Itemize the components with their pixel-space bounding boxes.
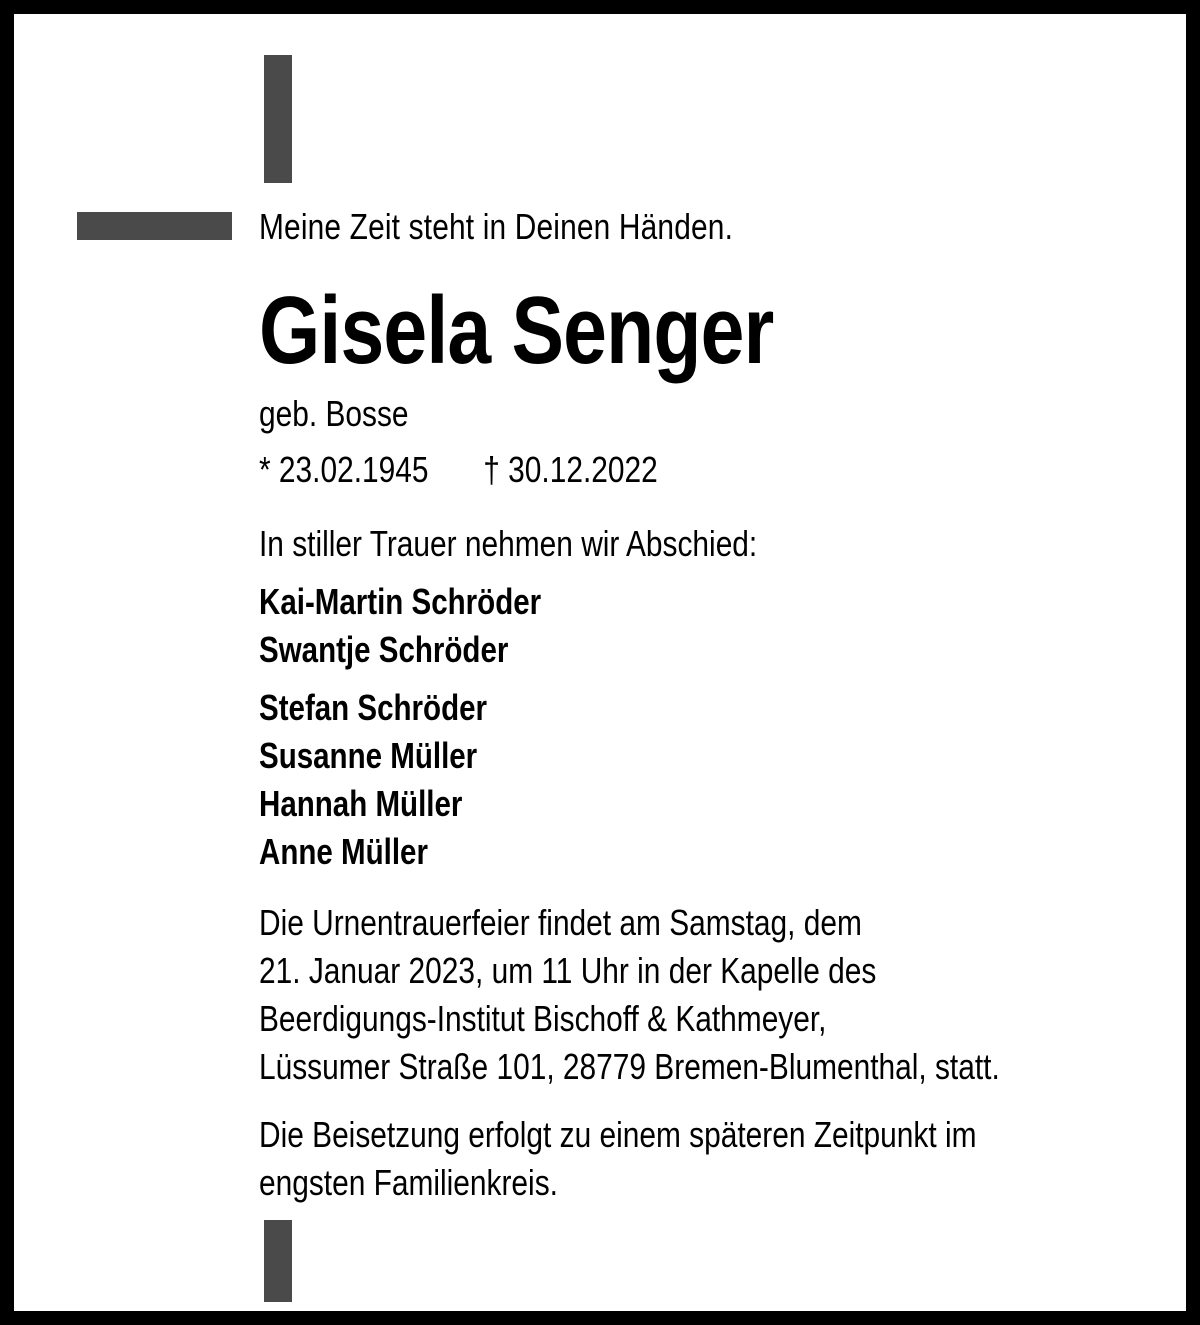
mourner-name: Anne Müller [259, 831, 428, 872]
maiden-name: geb. Bosse [259, 393, 409, 434]
mourner-name: Swantje Schröder [259, 629, 509, 670]
cross-lower-bar [264, 1220, 292, 1302]
service-line: Die Urnentrauerfeier findet am Samstag, dem [259, 902, 862, 943]
cross-left-bar [77, 212, 232, 240]
mourners-list [259, 578, 603, 876]
mourner-name: Susanne Müller [259, 735, 478, 776]
service-line: Lüssumer Straße 101, 28779 Bremen-Blumenthal, statt. [259, 1046, 1000, 1087]
birth-date: * 23.02.1945 [259, 449, 429, 490]
life-dates [259, 448, 658, 492]
burial-details [259, 1111, 1123, 1207]
motto: Meine Zeit steht in Deinen Händen. [259, 206, 734, 247]
mourner-name: Stefan Schröder [259, 687, 488, 728]
death-date: † 30.12.2022 [483, 449, 658, 490]
burial-line: engsten Familienkreis. [259, 1162, 558, 1203]
service-details [259, 899, 1151, 1091]
burial-line: Die Beisetzung erfolgt zu einem späteren Zeitpunkt im [259, 1114, 977, 1155]
cross-upper-bar [264, 55, 292, 183]
mourning-intro: In stiller Trauer nehmen wir Abschied: [259, 523, 758, 564]
mourner-name: Kai-Martin Schröder [259, 581, 542, 622]
mourner-name: Hannah Müller [259, 783, 463, 824]
service-line: 21. Januar 2023, um 11 Uhr in der Kapelle des [259, 950, 877, 991]
service-line: Beerdigungs-Institut Bischoff & Kathmeyer, [259, 998, 827, 1039]
obituary-card [14, 14, 1186, 1311]
deceased-name: Gisela Senger [259, 277, 774, 384]
